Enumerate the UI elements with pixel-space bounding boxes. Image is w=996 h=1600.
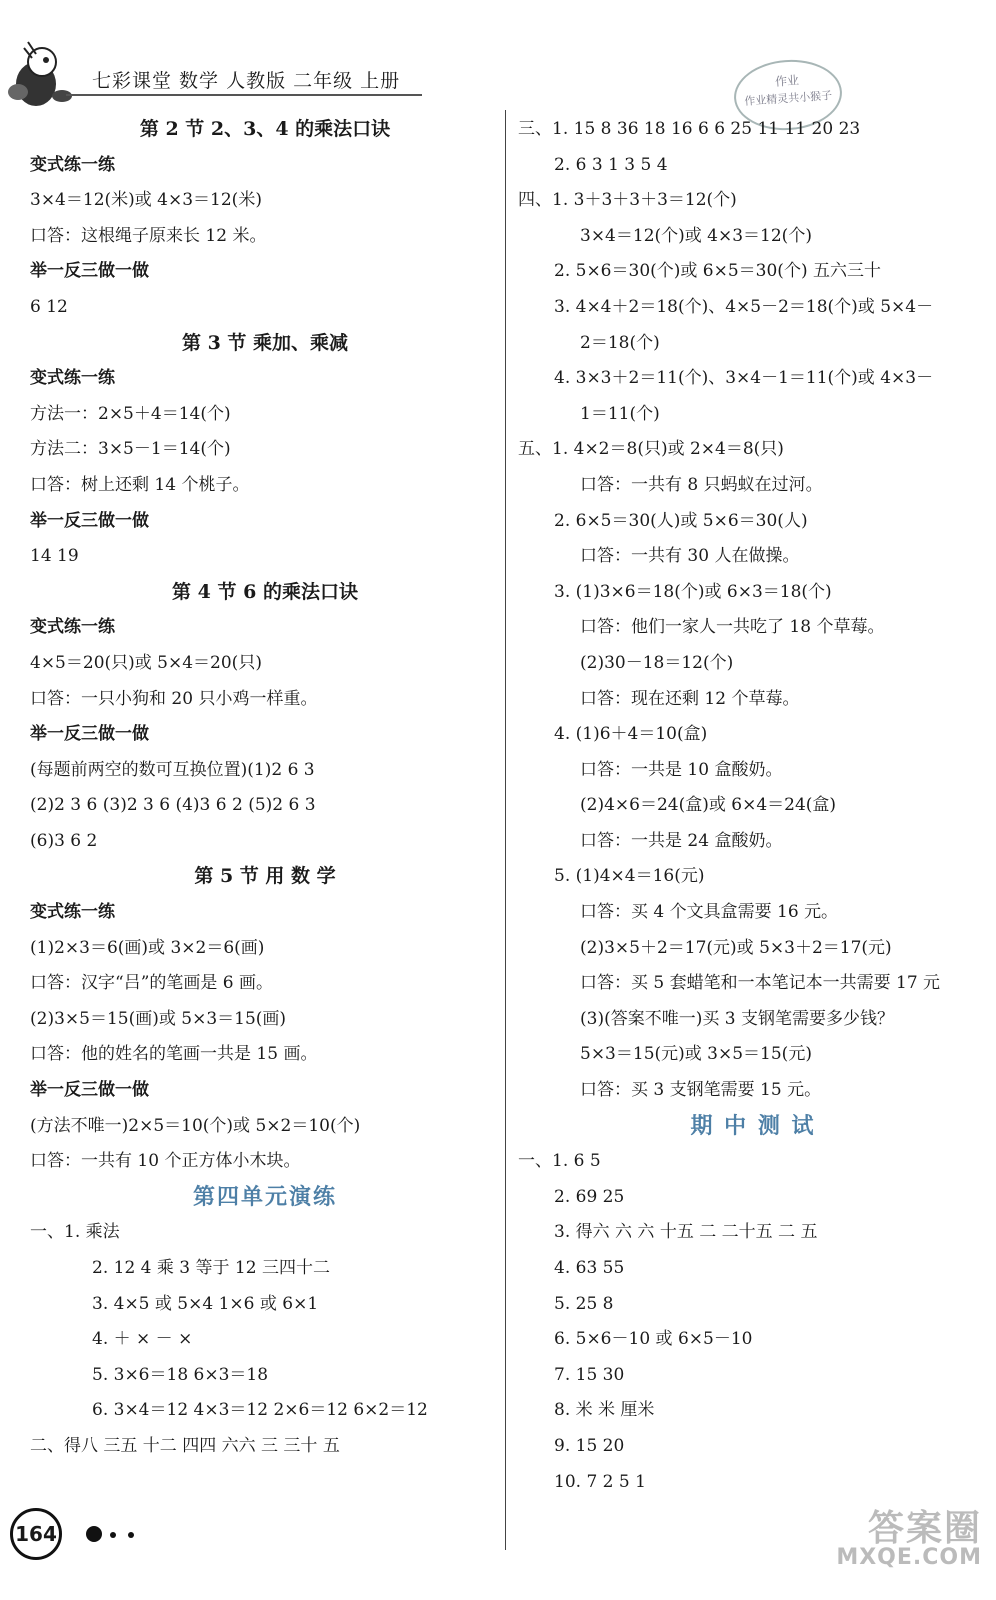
answer-line: 9. 15 20 <box>554 1435 625 1456</box>
answer-line: (2)4×6＝24(盒)或 6×4＝24(盒) <box>580 795 837 816</box>
answer-line: (6)3 6 2 <box>30 830 98 851</box>
answer-line: 4. 63 55 <box>554 1258 625 1278</box>
subsection-heading: 变式练一练 <box>30 368 115 389</box>
answer-line: 5. 3×6＝18 6×3＝18 <box>92 1364 269 1385</box>
answer-line: 2. 69 25 <box>554 1186 625 1207</box>
answer-line: 口答：这根绳子原来长 12 米。 <box>30 225 267 246</box>
answer-line: 口答：他们一家人一共吃了 18 个草莓。 <box>580 617 885 638</box>
answer-line: 3×4＝12(米)或 4×3＝12(米) <box>30 190 262 211</box>
answer-line: 14 19 <box>30 546 79 567</box>
answer-line: 5×3＝15(元)或 3×5＝15(元) <box>580 1044 812 1065</box>
answer-line: 口答：一共是 10 盒酸奶。 <box>580 759 783 780</box>
answer-line: 6. 3×4＝12 4×3＝12 2×6＝12 6×2＝12 <box>92 1400 428 1421</box>
column-divider <box>505 110 506 1550</box>
answer-line: 3×4＝12(个)或 4×3＝12(个) <box>580 225 812 246</box>
answer-line: 2＝18(个) <box>580 332 660 353</box>
answer-line: 口答：一共是 24 盒酸奶。 <box>580 830 783 851</box>
page-footer <box>10 1508 210 1558</box>
answer-line: 2. 6 3 1 3 5 4 <box>554 154 668 175</box>
subsection-heading: 举一反三做一做 <box>30 1080 149 1101</box>
answer-line: 10. 7 2 5 1 <box>554 1471 646 1492</box>
answer-line: (每题前两空的数可互换位置)(1)2 6 3 <box>30 759 315 780</box>
answer-line: 口答：汉字“吕”的笔画是 6 画。 <box>30 973 274 994</box>
subsection-heading: 举一反三做一做 <box>30 724 149 745</box>
answer-line: (1)2×3＝6(画)或 3×2＝6(画) <box>30 937 265 958</box>
unit-heading: 期 中 测 试 <box>690 1112 816 1139</box>
subsection-heading: 举一反三做一做 <box>30 261 149 282</box>
answer-line: 3. 得六 六 六 十五 二 二十五 二 五 <box>554 1222 818 1243</box>
unit-heading: 第四单元演练 <box>192 1183 337 1210</box>
answer-line: 口答：买 3 支钢笔需要 15 元。 <box>580 1080 822 1101</box>
answer-line: 4. (1)6＋4＝10(盒) <box>554 724 708 745</box>
book-title: 七彩课堂 数学 人教版 二年级 上册 <box>92 70 401 92</box>
answer-line: 3. (1)3×6＝18(个)或 6×3＝18(个) <box>554 581 832 602</box>
section-title: 第 3 节 乘加、乘减 <box>181 331 349 354</box>
answer-line: 7. 15 30 <box>554 1364 625 1385</box>
answer-line: 6 12 <box>30 296 68 317</box>
answer-line: 三、1. 15 8 36 18 16 6 6 25 11 11 20 23 <box>518 119 861 139</box>
answer-line: 4×5＝20(只)或 5×4＝20(只) <box>30 652 262 673</box>
cartoon-mascot-icon <box>6 32 74 112</box>
section-title: 第 4 节 6 的乘法口诀 <box>172 580 358 603</box>
answer-line: 四、1. 3＋3＋3＋3＝12(个) <box>518 190 737 211</box>
answer-line: 口答：买 5 套蜡笔和一本笔记本一共需要 17 元 <box>580 973 941 994</box>
right-column <box>518 112 988 1500</box>
answer-line: 五、1. 4×2＝8(只)或 2×4＝8(只) <box>518 439 784 460</box>
answer-line: (方法不唯一)2×5＝10(个)或 5×2＝10(个) <box>30 1115 361 1136</box>
header-rule <box>66 94 422 96</box>
answer-line: 口答：一共有 30 人在做操。 <box>580 546 800 567</box>
answer-line: 口答：买 4 个文具盒需要 16 元。 <box>580 902 839 923</box>
section-title: 第 5 节 用 数 学 <box>194 865 336 888</box>
dot-icon <box>86 1526 102 1542</box>
answer-line: 6. 5×6－10 或 6×5－10 <box>554 1329 753 1350</box>
answer-line: 二、得八 三五 十二 四四 六六 三 三十 五 <box>30 1435 340 1456</box>
page-number: 164 <box>10 1508 62 1560</box>
watermark-logo: 答案圈 MXQE.COM <box>836 1508 982 1570</box>
subsection-heading: 变式练一练 <box>30 902 115 923</box>
answer-line: (3)(答案不唯一)买 3 支钢笔需要多少钱？ <box>580 1008 894 1029</box>
answer-line: 2. 12 4 乘 3 等于 12 三四十二 <box>92 1258 330 1278</box>
answer-line: (2)3×5＋2＝17(元)或 5×3＋2＝17(元) <box>580 937 892 958</box>
answer-line: 8. 米 米 厘米 <box>554 1400 655 1421</box>
subsection-heading: 变式练一练 <box>30 154 115 175</box>
answer-line: 2. 5×6＝30(个)或 6×5＝30(个) 五六三十 <box>554 261 881 282</box>
answer-line: 5. (1)4×4＝16(元) <box>554 866 705 887</box>
answer-line: 3. 4×4＋2＝18(个)、4×5－2＝18(个)或 5×4－ <box>554 296 934 317</box>
answer-line: 2. 6×5＝30(人)或 5×6＝30(人) <box>554 510 808 531</box>
subsection-heading: 举一反三做一做 <box>30 510 149 531</box>
answer-line: 一、1. 6 5 <box>518 1151 601 1172</box>
subsection-heading: 变式练一练 <box>30 617 115 638</box>
section-title: 第 2 节 2、3、4 的乘法口诀 <box>139 118 391 140</box>
answer-line: 口答：一共有 8 只蚂蚁在过河。 <box>580 474 823 495</box>
dot-icon <box>128 1532 134 1538</box>
answer-line: (2)30－18＝12(个) <box>580 652 734 673</box>
answer-line: 1＝11(个) <box>580 403 660 424</box>
answer-line: 3. 4×5 或 5×4 1×6 或 6×1 <box>92 1293 319 1314</box>
answer-line: (2)2 3 6 (3)2 3 6 (4)3 6 2 (5)2 6 3 <box>30 795 316 816</box>
stamp-seal: 作业 作业精灵共小猴子 <box>732 56 845 133</box>
answer-line: 一、1. 乘法 <box>30 1222 120 1243</box>
left-column <box>30 112 500 1465</box>
answer-line: 口答：一共有 10 个正方体小木块。 <box>30 1151 301 1172</box>
answer-line: (2)3×5＝15(画)或 5×3＝15(画) <box>30 1008 287 1029</box>
page-header <box>0 18 430 108</box>
dot-icon <box>110 1532 116 1538</box>
answer-line: 方法二：3×5－1＝14(个) <box>30 439 231 460</box>
answer-line: 口答：他的姓名的笔画一共是 15 画。 <box>30 1044 318 1065</box>
answer-line: 口答：现在还剩 12 个草莓。 <box>580 688 800 709</box>
answer-line: 4. ＋ × － × <box>92 1329 193 1350</box>
answer-line: 口答：一只小狗和 20 只小鸡一样重。 <box>30 688 318 709</box>
answer-line: 方法一：2×5＋4＝14(个) <box>30 403 231 424</box>
answer-line: 4. 3×3＋2＝11(个)、3×4－1＝11(个)或 4×3－ <box>554 368 934 389</box>
answer-line: 口答：树上还剩 14 个桃子。 <box>30 474 250 495</box>
answer-line: 5. 25 8 <box>554 1293 614 1314</box>
